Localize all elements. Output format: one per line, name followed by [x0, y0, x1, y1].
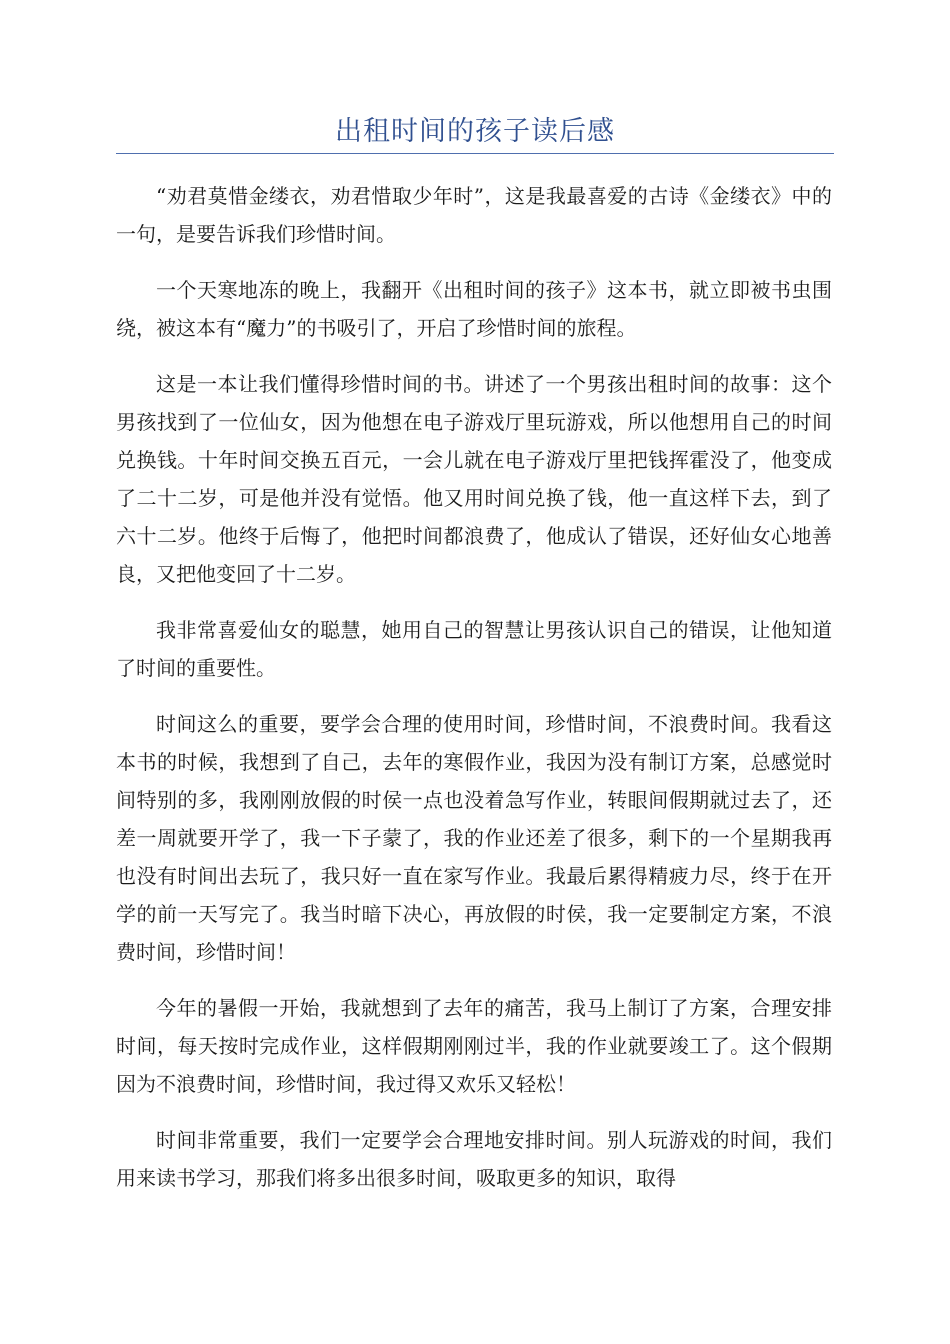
paragraph: 这是一本让我们懂得珍惜时间的书。讲述了一个男孩出租时间的故事：这个男孩找到了一位仙女，因为他想在电子游戏厅里玩游戏，所以他想用自己的时间兑换钱。十年时间交换五百元，一会儿就在电子游戏厅里把钱挥霍没了，他变成了二十二岁，可是他并没有觉悟。他又用时间兑换了钱，他一直这样下去，到了六十二岁。他终于后悔了，他把时间都浪费了，他成认了错误，还好仙女心地善良，又把他变回了十二岁。: [116, 372, 832, 586]
paragraph: 我非常喜爱仙女的聪慧，她用自己的智慧让男孩认识自己的错误，让他知道了时间的重要性。: [116, 618, 832, 680]
paragraph: “劝君莫惜金缕衣，劝君惜取少年时”，这是我最喜爱的古诗《金缕衣》中的一句，是要告诉我们珍惜时间。: [116, 184, 832, 246]
paragraph: 时间非常重要，我们一定要学会合理地安排时间。别人玩游戏的时间，我们用来读书学习，那我们将多出很多时间，吸取更多的知识，取得: [116, 1128, 832, 1190]
document-title: 出租时间的孩子读后感: [335, 116, 615, 147]
document-body: [116, 177, 832, 1215]
paragraph: 时间这么的重要，要学会合理的使用时间，珍惜时间，不浪费时间。我看这本书的时候，我想到了自己，去年的寒假作业，我因为没有制订方案，总感觉时间特别的多，我刚刚放假的时侯一点也没着急写作业，转眼间假期就过去了，还差一周就要开学了，我一下子蒙了，我的作业还差了很多，剩下的一个星期我再也没有时间出去玩了，我只好一直在家写作业。我最后累得精疲力尽，终于在开学的前一天写完了。我当时暗下决心，再放假的时侯，我一定要制定方案，不浪费时间，珍惜时间！: [116, 712, 832, 964]
paragraph: 今年的暑假一开始，我就想到了去年的痛苦，我马上制订了方案，合理安排时间，每天按时完成作业，这样假期刚刚过半，我的作业就要竣工了。这个假期因为不浪费时间，珍惜时间，我过得又欢乐又轻松！: [116, 996, 832, 1096]
paragraph: 一个天寒地冻的晚上，我翻开《出租时间的孩子》这本书，就立即被书虫围绕，被这本有“魔力”的书吸引了，开启了珍惜时间的旅程。: [116, 278, 832, 340]
title-underline: [116, 153, 834, 154]
